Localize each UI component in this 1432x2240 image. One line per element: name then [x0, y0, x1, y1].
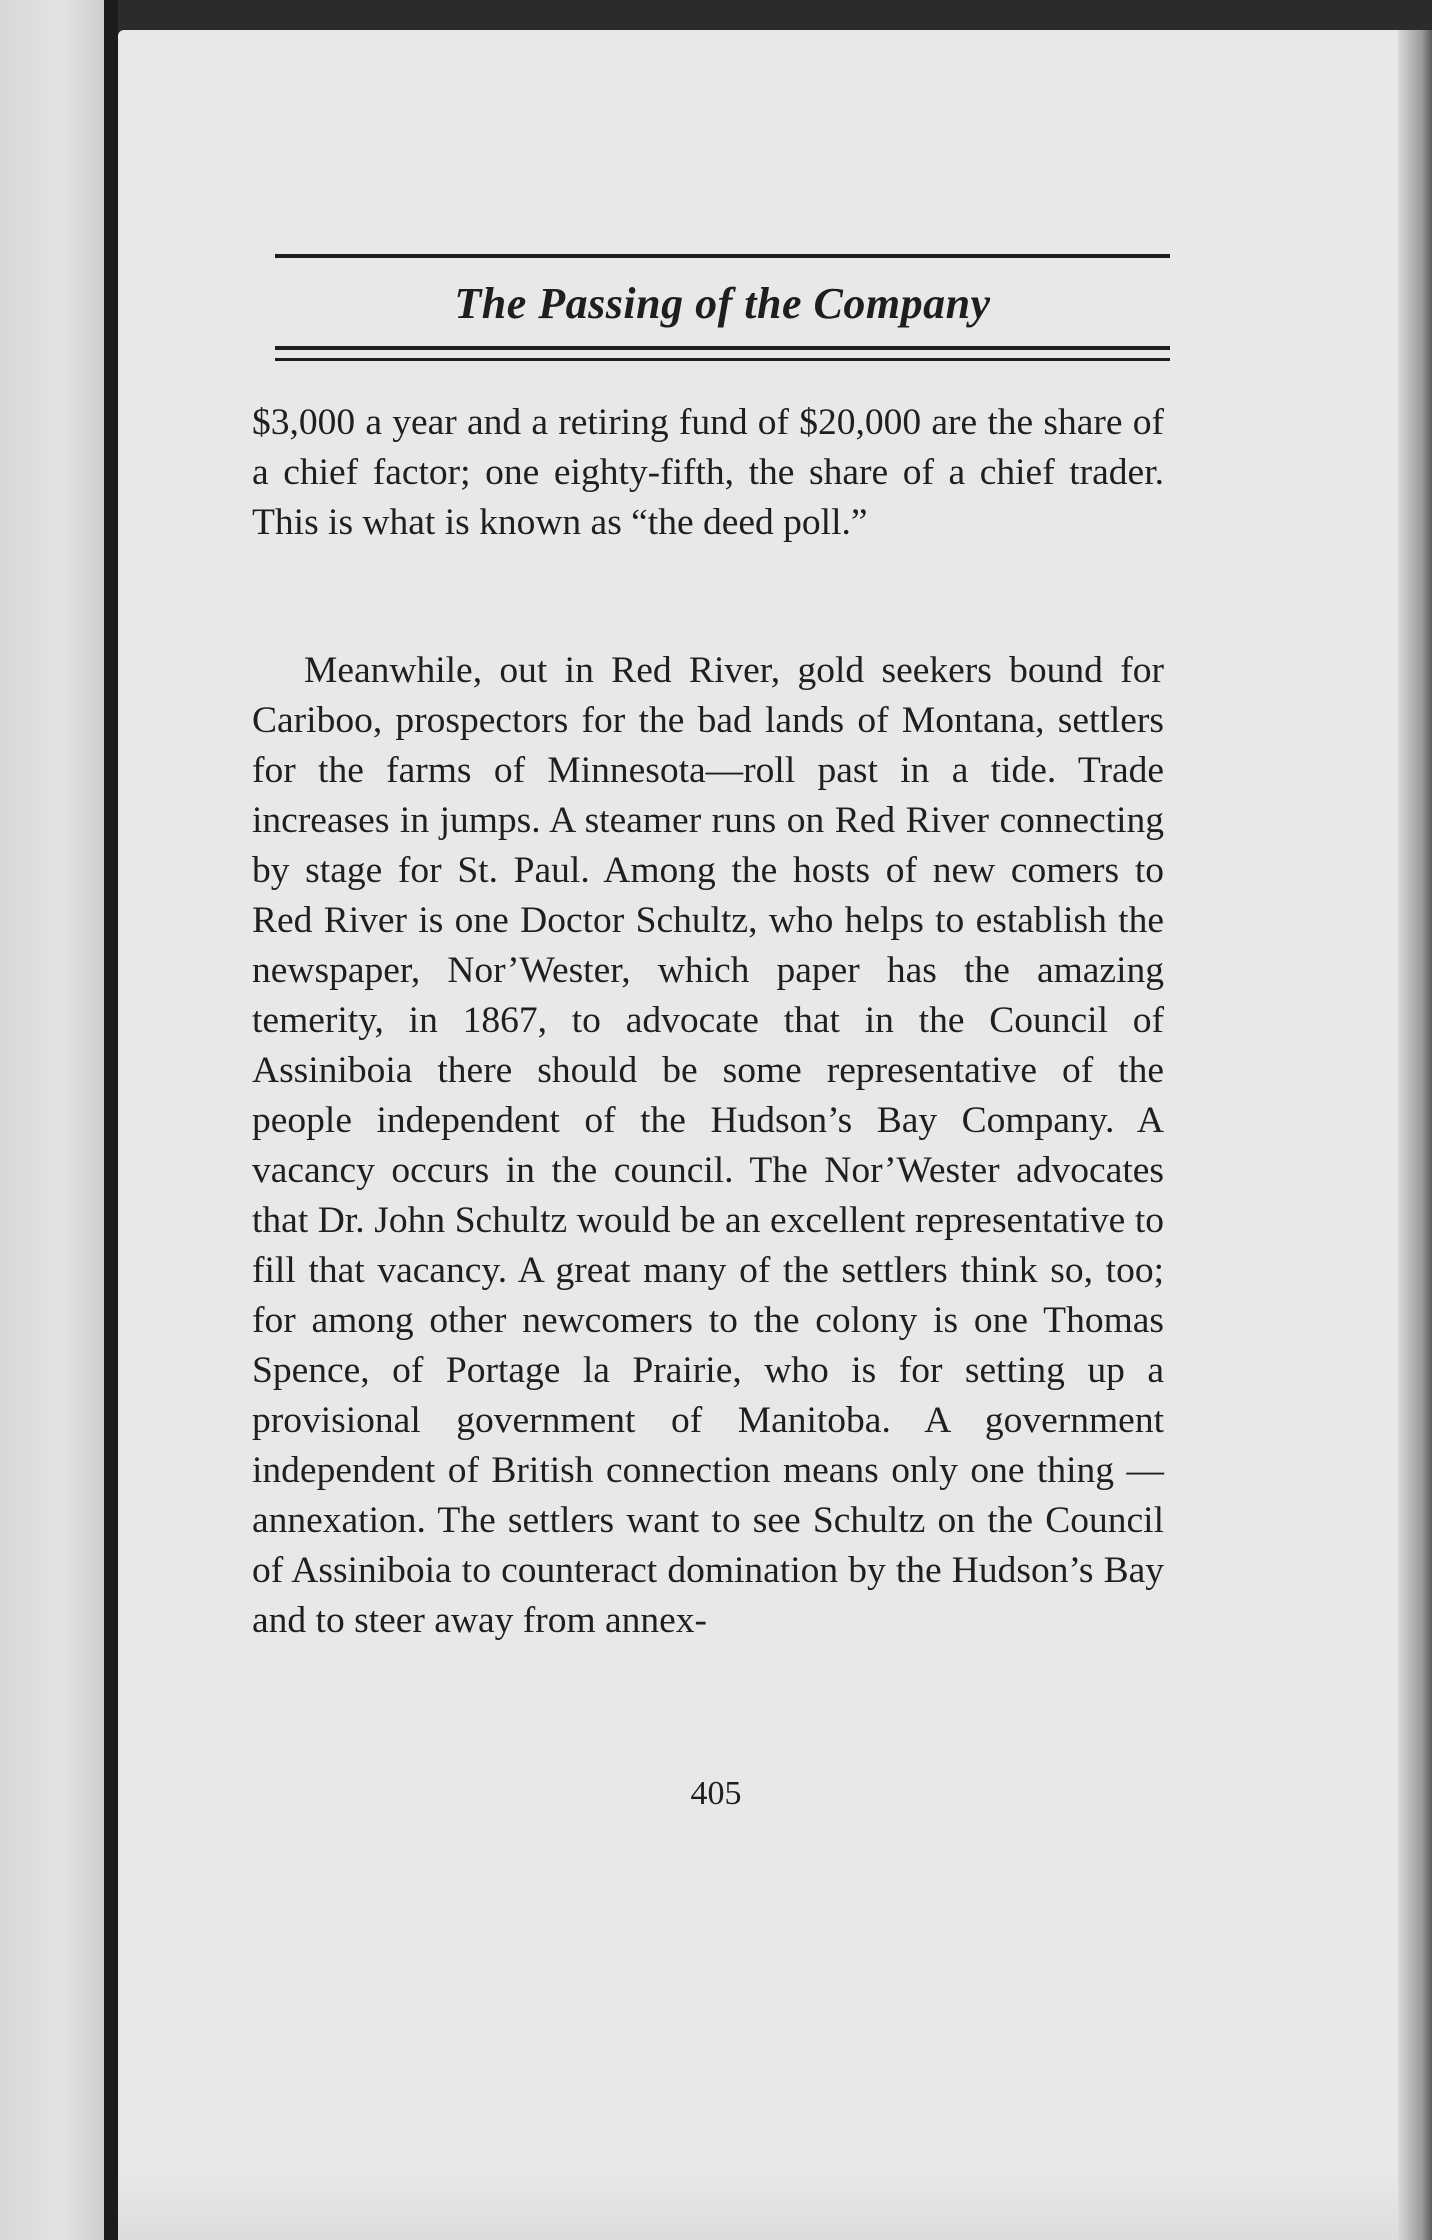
page-shadow — [118, 2170, 1398, 2240]
scan-top-border — [118, 0, 1432, 34]
header-rule-top — [275, 254, 1170, 258]
page-right-edge — [1398, 30, 1432, 2240]
header-rule-bottom-double — [275, 358, 1170, 361]
facing-page-edge — [0, 0, 104, 2240]
header-rule-bottom — [275, 346, 1170, 350]
paragraph-2: Meanwhile, out in Red River, gold seekers bound for Cariboo, prospectors for the bad lands of Montana, settlers for the farms of Minnesota—roll past in a tide. Trade increases in jumps. A steamer runs on Red River connecting by stage for St. Paul. Among the hosts of new comers to Red River is one Doctor Schultz, who helps to establish the newspaper, Nor’Wester, which paper has the amazing temerity, in 1867, to advocate that in the Council of Assiniboia there should be some representative of the people independent of the Hudson’s Bay Company. A vacancy occurs in the council. The Nor’Wester advocates that Dr. John Schultz would be an excellent representative to fill that vacancy. A great many of the settlers think so, too; for among other newcomers to the colony is one Thomas Spence, of Portage la Prairie, who is for setting up a provisional government of Manitoba. A government independent of British connection means only one thing —annexation. The settlers want to see Schultz on the Council of Assiniboia to counteract domination by the Hudson’s Bay and to steer away from annex- — [252, 650, 1164, 1641]
running-header — [275, 254, 1170, 388]
book-gutter — [104, 0, 118, 2240]
running-title: The Passing of the Company — [454, 279, 991, 328]
paragraph-1: $3,000 a year and a retiring fund of $20,000 are the share of a chief factor; one eighty-fifth, the share of a chief trader. This is what is known as “the deed poll.” — [252, 402, 1164, 543]
page-number: 405 — [690, 1775, 742, 1812]
